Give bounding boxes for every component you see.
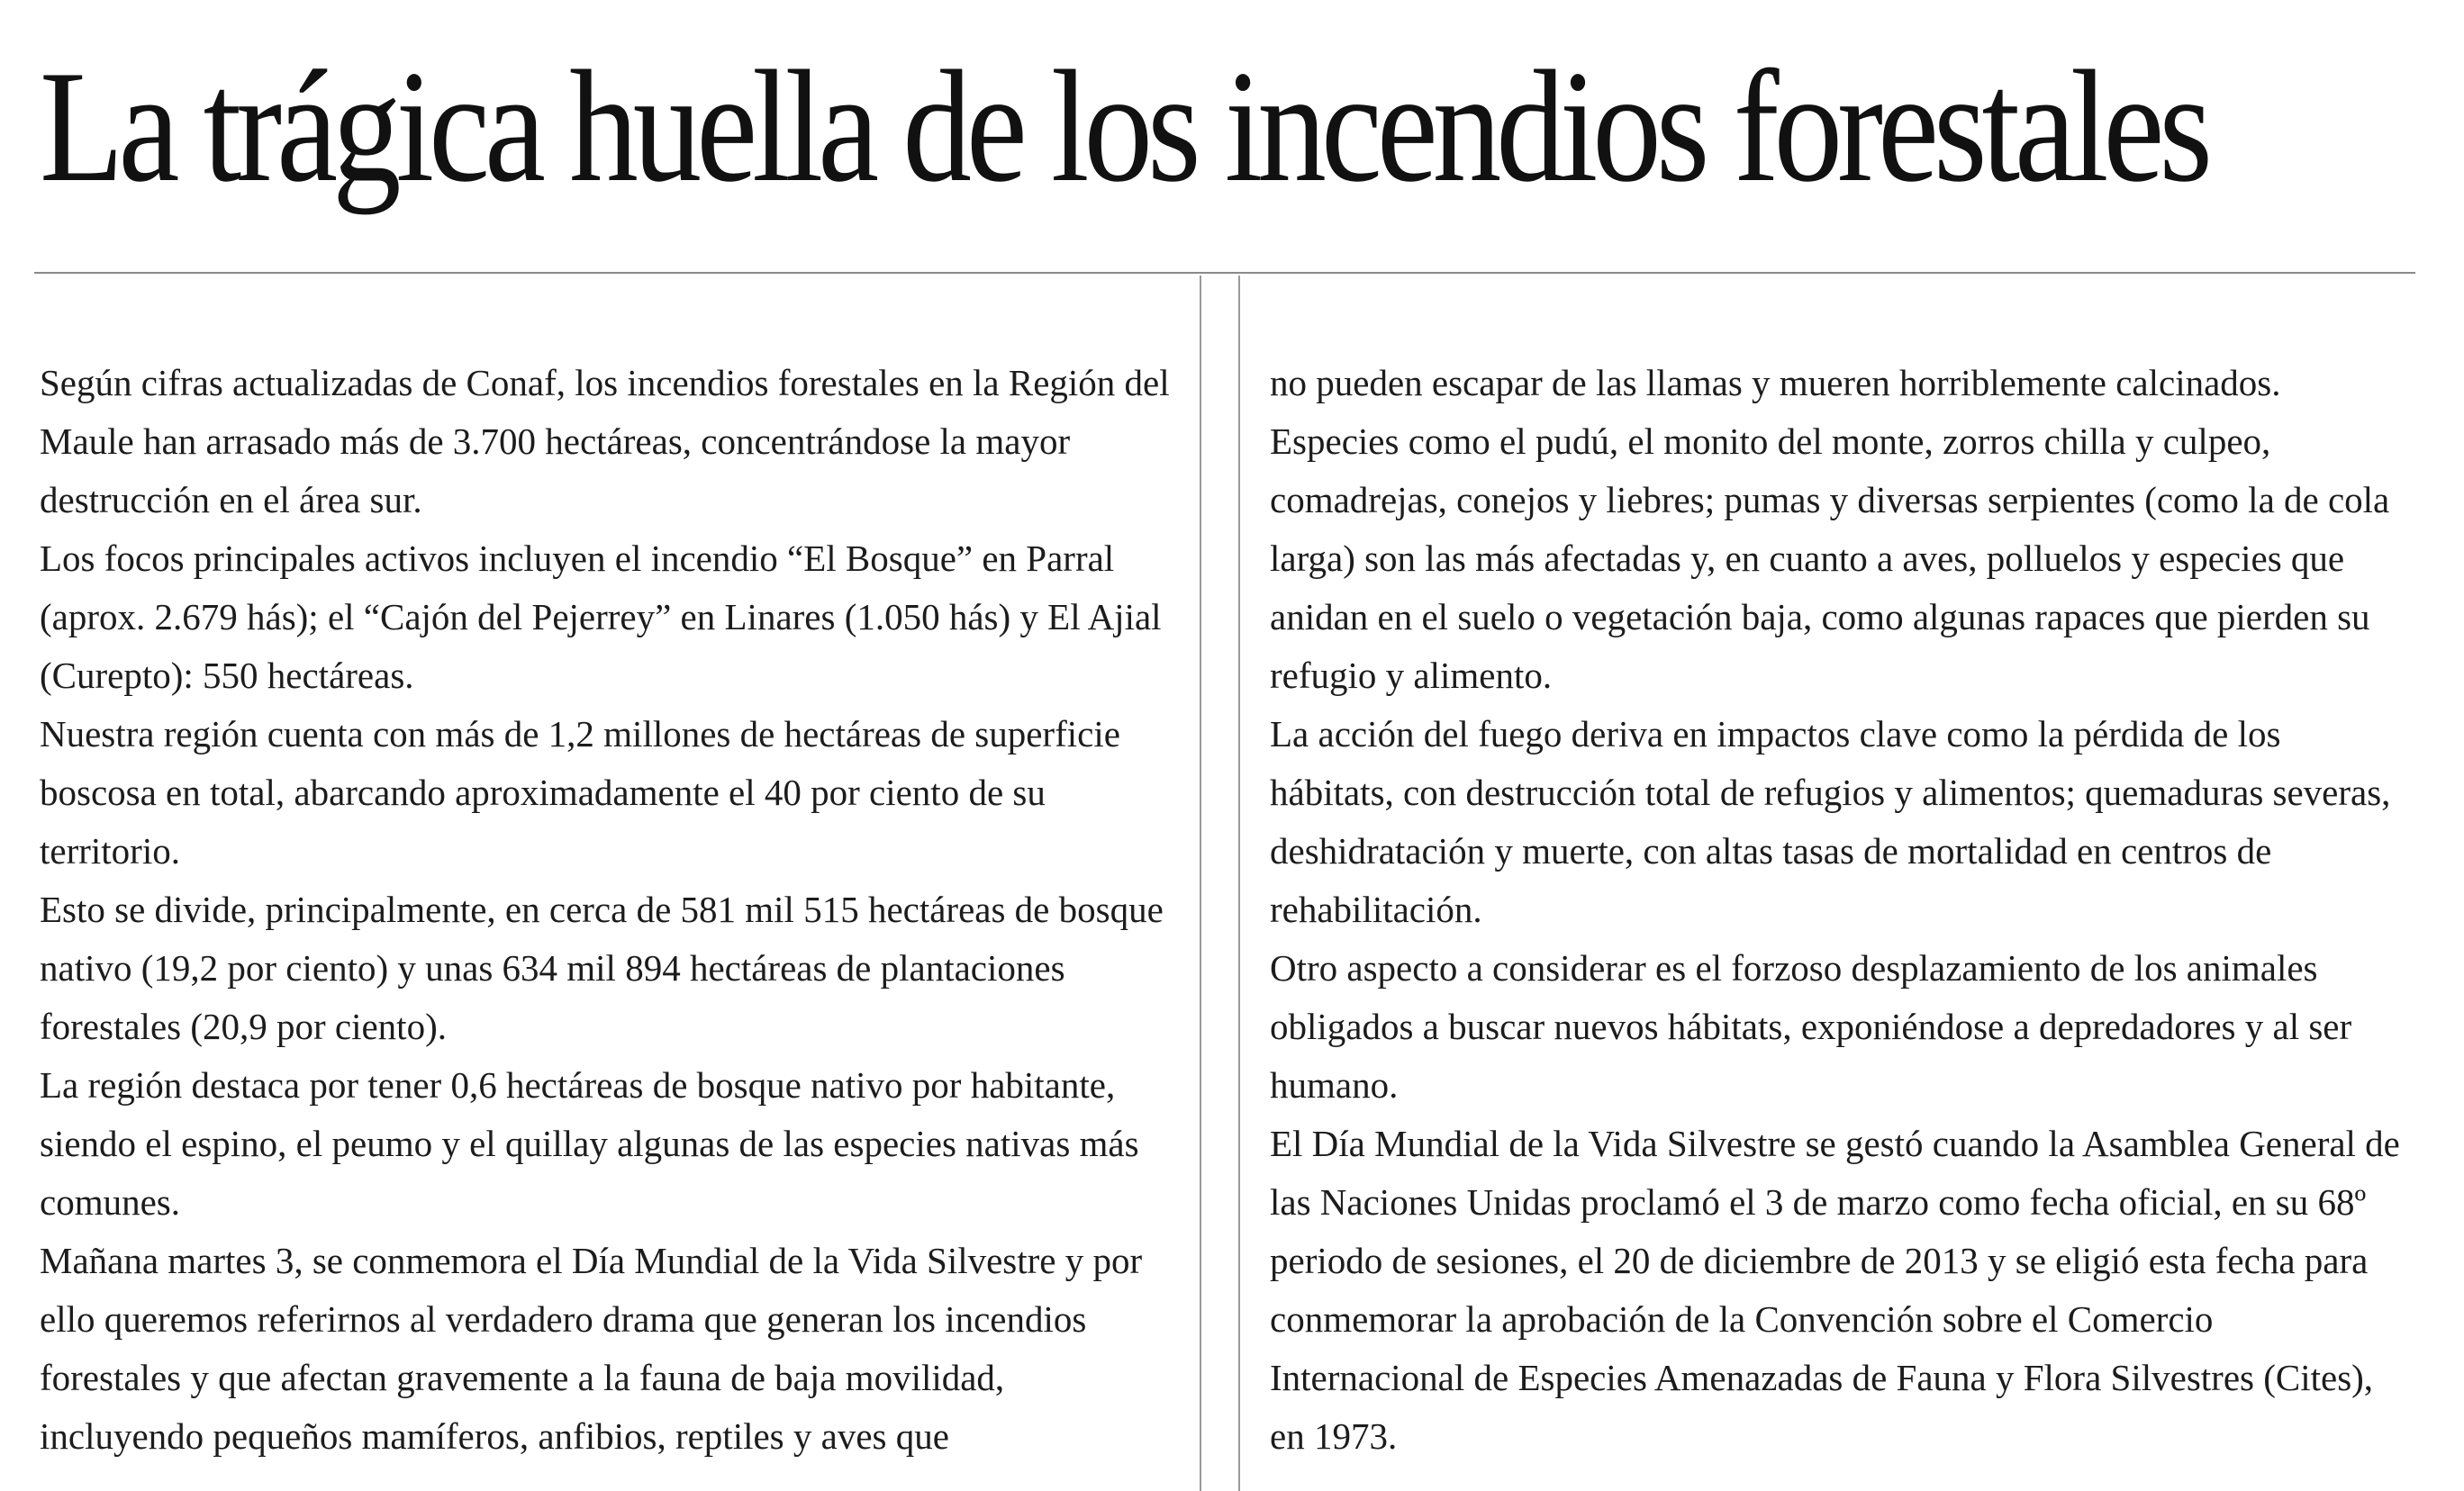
article-headline: La trágica huella de los incendios forestales — [40, 37, 2207, 215]
paragraph-fire-impacts: La acción del fuego deriva en impactos clave como la pérdida de los hábitats, con destrucción total de refugios y alimentos; quemaduras severas, deshidratación y muerte, con altas tasas de mortalidad en centros de rehabilitación. — [1270, 713, 2391, 930]
paragraph-native-species: La región destaca por tener 0,6 hectáreas de bosque nativo por habitante, siendo el espino, el peumo y el quillay algunas de las especies nativas más comunes. — [40, 1064, 1139, 1223]
paragraph-affected-species: no pueden escapar de las llamas y mueren horriblemente calcinados. Especies como el pudú, el monito del monte, zorros chilla y culpeo, comadrejas, conejos y liebres; pumas y diversas serpientes (como la de cola larga) son las más afectadas y, en cuanto a aves, polluelos y especies que anidan en el suelo o vegetación baja, como algunas rapaces que pierden su refugio y alimento. — [1270, 362, 2390, 696]
paragraph-conaf-figures: Según cifras actualizadas de Conaf, los incendios forestales en la Región del Maule han arrasado más de 3.700 hectáreas, concentrándose la mayor destrucción en el área sur. — [40, 362, 1170, 520]
paragraph-forest-surface: Nuestra región cuenta con más de 1,2 millones de hectáreas de superficie boscosa en total, abarcando aproximadamente el 40 por ciento de su territorio. — [40, 713, 1120, 872]
article-column-right — [1270, 354, 2405, 1466]
headline-divider — [34, 272, 2415, 274]
paragraph-wildlife-day: Mañana martes 3, se conmemora el Día Mundial de la Vida Silvestre y por ello queremos referirnos al verdadero drama que generan los incendios forestales y que afectan gravemente a la fauna de baja movilidad, incluyendo pequeños mamíferos, anfibios, reptiles y aves que — [40, 1240, 1143, 1457]
column-divider-right — [1238, 276, 1240, 1491]
paragraph-displacement: Otro aspecto a considerar es el forzoso desplazamiento de los animales obligados a buscar nuevos hábitats, exponiéndose a depredadores y al ser humano. — [1270, 947, 2352, 1106]
column-divider-left — [1200, 276, 1201, 1491]
article-column-left — [40, 354, 1174, 1466]
paragraph-un-origin: El Día Mundial de la Vida Silvestre se gestó cuando la Asamblea General de las Naciones Unidas proclamó el 3 de marzo como fecha oficial, en su 68º periodo de sesiones, el 20 de diciembre de 2013 y se eligió esta fecha para conmemorar la aprobación de la Convención sobre el Comercio Internacional de Especies Amenazadas de Fauna y Flora Silvestres (Cites), en 1973. — [1270, 1123, 2400, 1457]
paragraph-forest-breakdown: Esto se divide, principalmente, en cerca de 581 mil 515 hectáreas de bosque nativo (19,2 por ciento) y unas 634 mil 894 hectáreas de plantaciones forestales (20,9 por ciento). — [40, 889, 1164, 1047]
paragraph-active-fires: Los focos principales activos incluyen el incendio “El Bosque” en Parral (aprox. 2.679 hás); el “Cajón del Pejerrey” en Linares (1.050 hás) y El Ajial (Curepto): 550 hectáreas. — [40, 538, 1162, 696]
